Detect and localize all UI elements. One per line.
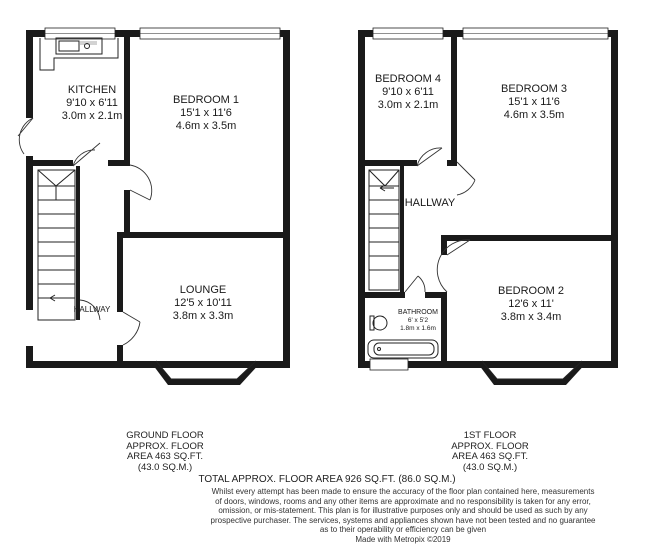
- bedroom1-metric: 4.6m x 3.5m: [175, 120, 237, 132]
- bedroom2-name: BEDROOM 2: [497, 285, 565, 297]
- bedroom3-imperial: 15'1 x 11'6: [508, 96, 560, 108]
- lounge-name: LOUNGE: [179, 284, 227, 296]
- ground-floor-caption-line: AREA 463 SQ.FT.: [126, 451, 204, 462]
- kitchen-wall: [124, 37, 130, 163]
- disclaimer-line: as to their operability or efficiency can be given: [319, 525, 487, 535]
- first-floor-caption-line: (43.0 SQ.M.): [462, 461, 518, 473]
- first-floor-plan: [358, 28, 618, 385]
- disclaimer-line: of doors, windows, rooms and any other items are approximate and no responsibility is taken for any error,: [215, 496, 591, 506]
- ground-floor-caption: [100, 431, 230, 473]
- disclaimer-line: prospective purchaser. The services, systems and appliances shown have not been tested and no guarantee: [210, 515, 596, 525]
- bathroom-name: BATHROOM: [398, 309, 438, 316]
- bedroom4-metric: 3.0m x 2.1m: [377, 99, 439, 111]
- disclaimer: [183, 487, 623, 545]
- disclaimer-line: Made with Metropix ©2019: [355, 534, 451, 544]
- first-floor-caption-line: 1ST FLOOR: [463, 430, 517, 441]
- ground-floor-caption-line: GROUND FLOOR: [126, 430, 204, 441]
- bathroom-metric: 1.8m x 1.6m: [400, 325, 436, 332]
- disclaimer-line: omission, or mis-statement. This plan is for illustrative purposes only and should be used as such by any: [218, 506, 588, 516]
- bedroom4-imperial: 9'10 x 6'11: [382, 86, 434, 98]
- ground-floor-plan: [18, 28, 290, 385]
- bedroom3-name: BEDROOM 3: [500, 83, 568, 95]
- disclaimer-line: Whilst every attempt has been made to ensure the accuracy of the floor plan contained here, measurements: [211, 487, 595, 496]
- kitchen-imperial: 9'10 x 6'11: [66, 97, 118, 109]
- first-floor-caption-line: APPROX. FLOOR: [451, 440, 529, 452]
- ground-floor-caption-line: APPROX. FLOOR: [126, 440, 204, 452]
- lounge-imperial: 12'5 x 10'11: [174, 297, 232, 309]
- first-floor-caption: [425, 431, 555, 473]
- total-floor-area: TOTAL APPROX. FLOOR AREA 926 SQ.FT. (86.0 SQ.M.): [198, 474, 456, 485]
- bedroom2-imperial: 12'6 x 11': [508, 298, 554, 310]
- bathroom-imperial: 6' x 5'2: [407, 317, 429, 324]
- bedroom3-metric: 4.6m x 3.5m: [503, 109, 565, 121]
- bedroom2-metric: 3.8m x 3.4m: [500, 311, 562, 323]
- kitchen-name: KITCHEN: [67, 84, 117, 96]
- ground-floor-caption-line: (43.0 SQ.M.): [137, 461, 193, 473]
- first-floor-caption-line: AREA 463 SQ.FT.: [451, 451, 529, 462]
- lounge-metric: 3.8m x 3.3m: [172, 310, 234, 322]
- bedroom1-imperial: 15'1 x 11'6: [180, 107, 232, 119]
- kitchen-metric: 3.0m x 2.1m: [61, 110, 123, 122]
- first-floor-stairs: [369, 170, 399, 290]
- first-hallway-name: HALLWAY: [404, 197, 456, 209]
- bedroom1-name: BEDROOM 1: [172, 94, 240, 106]
- ground-hallway-name: HALLWAY: [73, 305, 111, 314]
- bedroom4-name: BEDROOM 4: [374, 73, 442, 85]
